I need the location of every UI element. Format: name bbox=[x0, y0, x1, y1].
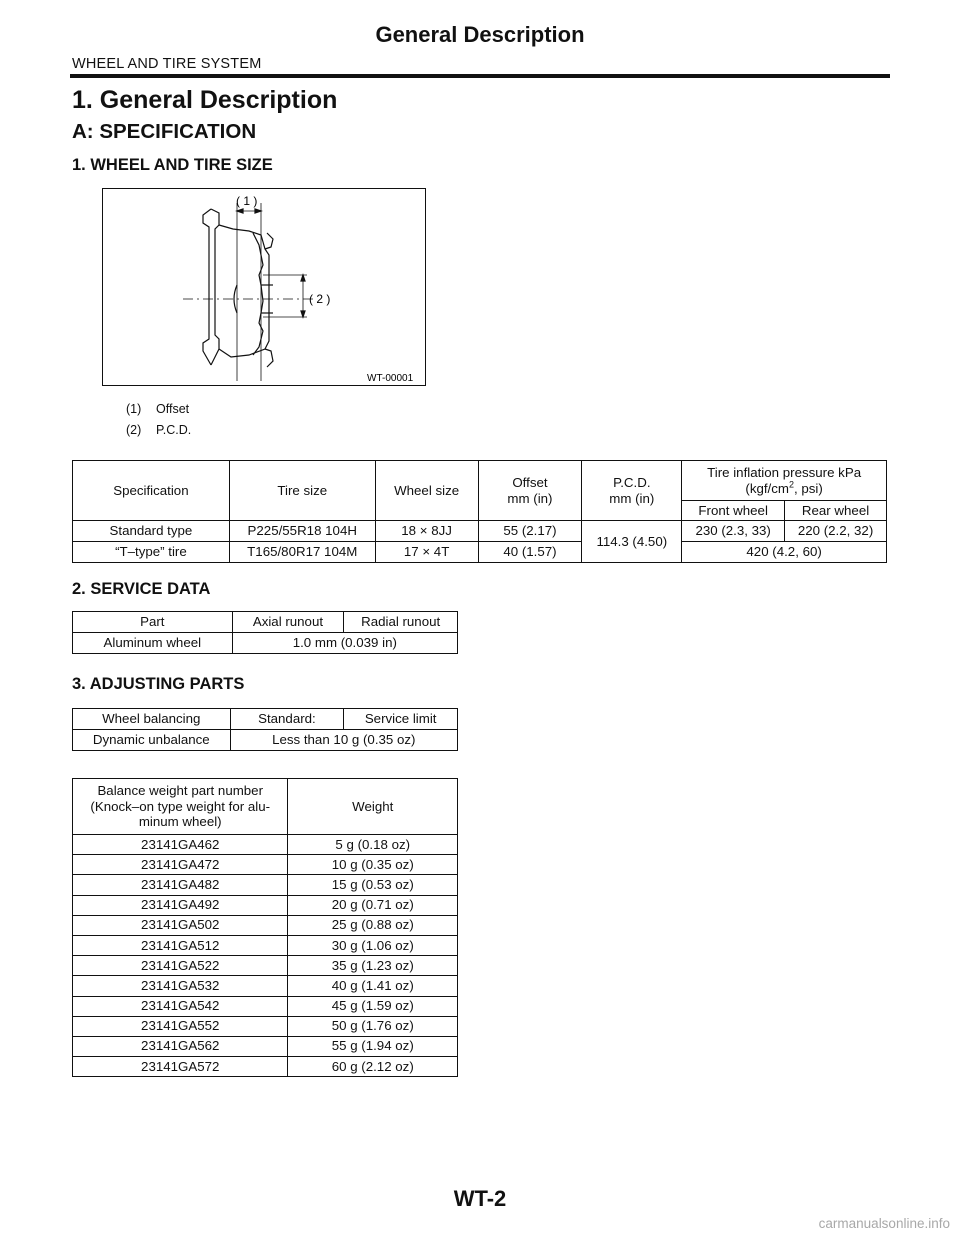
part-number-cell: 23141GA532 bbox=[73, 976, 288, 996]
header-wheel-balancing: Wheel balancing bbox=[73, 709, 231, 730]
weight-cell: 40 g (1.41 oz) bbox=[288, 976, 458, 996]
weight-cell: 25 g (0.88 oz) bbox=[288, 915, 458, 935]
part-number-cell: 23141GA552 bbox=[73, 1016, 288, 1036]
part-number-cell: 23141GA502 bbox=[73, 915, 288, 935]
weight-cell: 30 g (1.06 oz) bbox=[288, 935, 458, 955]
heading-service-data: 2. SERVICE DATA bbox=[72, 580, 211, 598]
part-number-cell: 23141GA512 bbox=[73, 935, 288, 955]
table-row bbox=[73, 1036, 458, 1056]
weight-cell: 60 g (2.12 oz) bbox=[288, 1057, 458, 1077]
weight-cell: 55 g (1.94 oz) bbox=[288, 1036, 458, 1056]
part-number-cell: 23141GA542 bbox=[73, 996, 288, 1016]
weight-cell: 50 g (1.76 oz) bbox=[288, 1016, 458, 1036]
heading-general-description: 1. General Description bbox=[72, 86, 338, 114]
header-radial-runout: Radial runout bbox=[344, 612, 458, 633]
balance-weight-table bbox=[72, 778, 458, 1077]
header-wheel-size: Wheel size bbox=[375, 461, 478, 521]
table-row bbox=[73, 895, 458, 915]
part-number-cell: 23141GA492 bbox=[73, 895, 288, 915]
caption-pcd: (2) P.C.D. bbox=[126, 423, 192, 437]
header-service-limit: Service limit bbox=[344, 709, 458, 730]
adjusting-parts-table bbox=[72, 708, 458, 751]
table-row bbox=[73, 996, 458, 1016]
header-weight: Weight bbox=[288, 779, 458, 835]
header-front-wheel: Front wheel bbox=[682, 501, 785, 521]
table-row bbox=[73, 875, 458, 895]
header-axial-runout: Axial runout bbox=[232, 612, 344, 633]
part-number-cell: 23141GA572 bbox=[73, 1057, 288, 1077]
table-row: Dynamic unbalance Less than 10 g (0.35 oz) bbox=[73, 730, 458, 751]
wheel-cross-section-drawing bbox=[103, 189, 425, 385]
page-number: WT-2 bbox=[453, 1186, 507, 1211]
part-number-cell: 23141GA562 bbox=[73, 1036, 288, 1056]
weight-cell: 10 g (0.35 oz) bbox=[288, 855, 458, 875]
table-row bbox=[73, 935, 458, 955]
part-number-cell: 23141GA462 bbox=[73, 835, 288, 855]
header-rear-wheel: Rear wheel bbox=[785, 501, 887, 521]
page-title: General Description bbox=[375, 22, 585, 47]
table-row bbox=[73, 956, 458, 976]
part-number-cell: 23141GA482 bbox=[73, 875, 288, 895]
table-row: “T–type” tire T165/80R17 104M 17 × 4T 40 (1.57) 420 (4.2, 60) bbox=[73, 542, 887, 563]
heading-specification: A: SPECIFICATION bbox=[72, 120, 257, 143]
table-row: Standard type P225/55R18 104H 18 × 8JJ 55 (2.17) 114.3 (4.50) 230 (2.3, 33) 220 (2.2, 32) bbox=[73, 521, 887, 542]
table-row: Aluminum wheel 1.0 mm (0.039 in) bbox=[73, 633, 458, 654]
header-tire-pressure: Tire inflation pressure kPa ($kgf/cm^2$, psi) bbox=[682, 461, 887, 501]
header-pcd: P.C.D. mm (in) bbox=[582, 461, 682, 521]
header-offset: Offset mm (in) bbox=[478, 461, 582, 521]
wheel-cross-section-figure bbox=[102, 188, 426, 386]
table-row bbox=[73, 855, 458, 875]
heading-wheel-tire-size: 1. WHEEL AND TIRE SIZE bbox=[72, 156, 273, 174]
header-standard: Standard: bbox=[230, 709, 344, 730]
weight-cell: 15 g (0.53 oz) bbox=[288, 875, 458, 895]
weight-cell: 20 g (0.71 oz) bbox=[288, 895, 458, 915]
callout-pcd: ( 2 ) bbox=[309, 292, 331, 306]
header-tire-size: Tire size bbox=[229, 461, 375, 521]
watermark: carmanualsonline.info bbox=[818, 1216, 950, 1231]
table-row bbox=[73, 1057, 458, 1077]
weight-cell: 5 g (0.18 oz) bbox=[288, 835, 458, 855]
table-row bbox=[73, 1016, 458, 1036]
header-balance-weight-part-number: Balance weight part number (Knock–on type weight for alu- minum wheel) bbox=[73, 779, 288, 835]
header-part: Part bbox=[73, 612, 233, 633]
wheel-tire-spec-table bbox=[72, 460, 887, 563]
header-rule bbox=[70, 74, 890, 78]
table-row bbox=[73, 976, 458, 996]
heading-adjusting-parts: 3. ADJUSTING PARTS bbox=[72, 675, 245, 693]
section-label: WHEEL AND TIRE SYSTEM bbox=[72, 56, 262, 72]
weight-cell: 35 g (1.23 oz) bbox=[288, 956, 458, 976]
callout-offset: ( 1 ) bbox=[236, 194, 258, 208]
service-data-table bbox=[72, 611, 458, 654]
part-number-cell: 23141GA472 bbox=[73, 855, 288, 875]
caption-offset: (1) Offset bbox=[126, 402, 190, 416]
weight-cell: 45 g (1.59 oz) bbox=[288, 996, 458, 1016]
header-specification: Specification bbox=[73, 461, 230, 521]
table-row bbox=[73, 835, 458, 855]
figure-code: WT-00001 bbox=[367, 373, 414, 384]
balance-weight-rows bbox=[73, 835, 458, 1077]
pcd-value: 114.3 (4.50) bbox=[582, 521, 682, 563]
table-row bbox=[73, 915, 458, 935]
part-number-cell: 23141GA522 bbox=[73, 956, 288, 976]
